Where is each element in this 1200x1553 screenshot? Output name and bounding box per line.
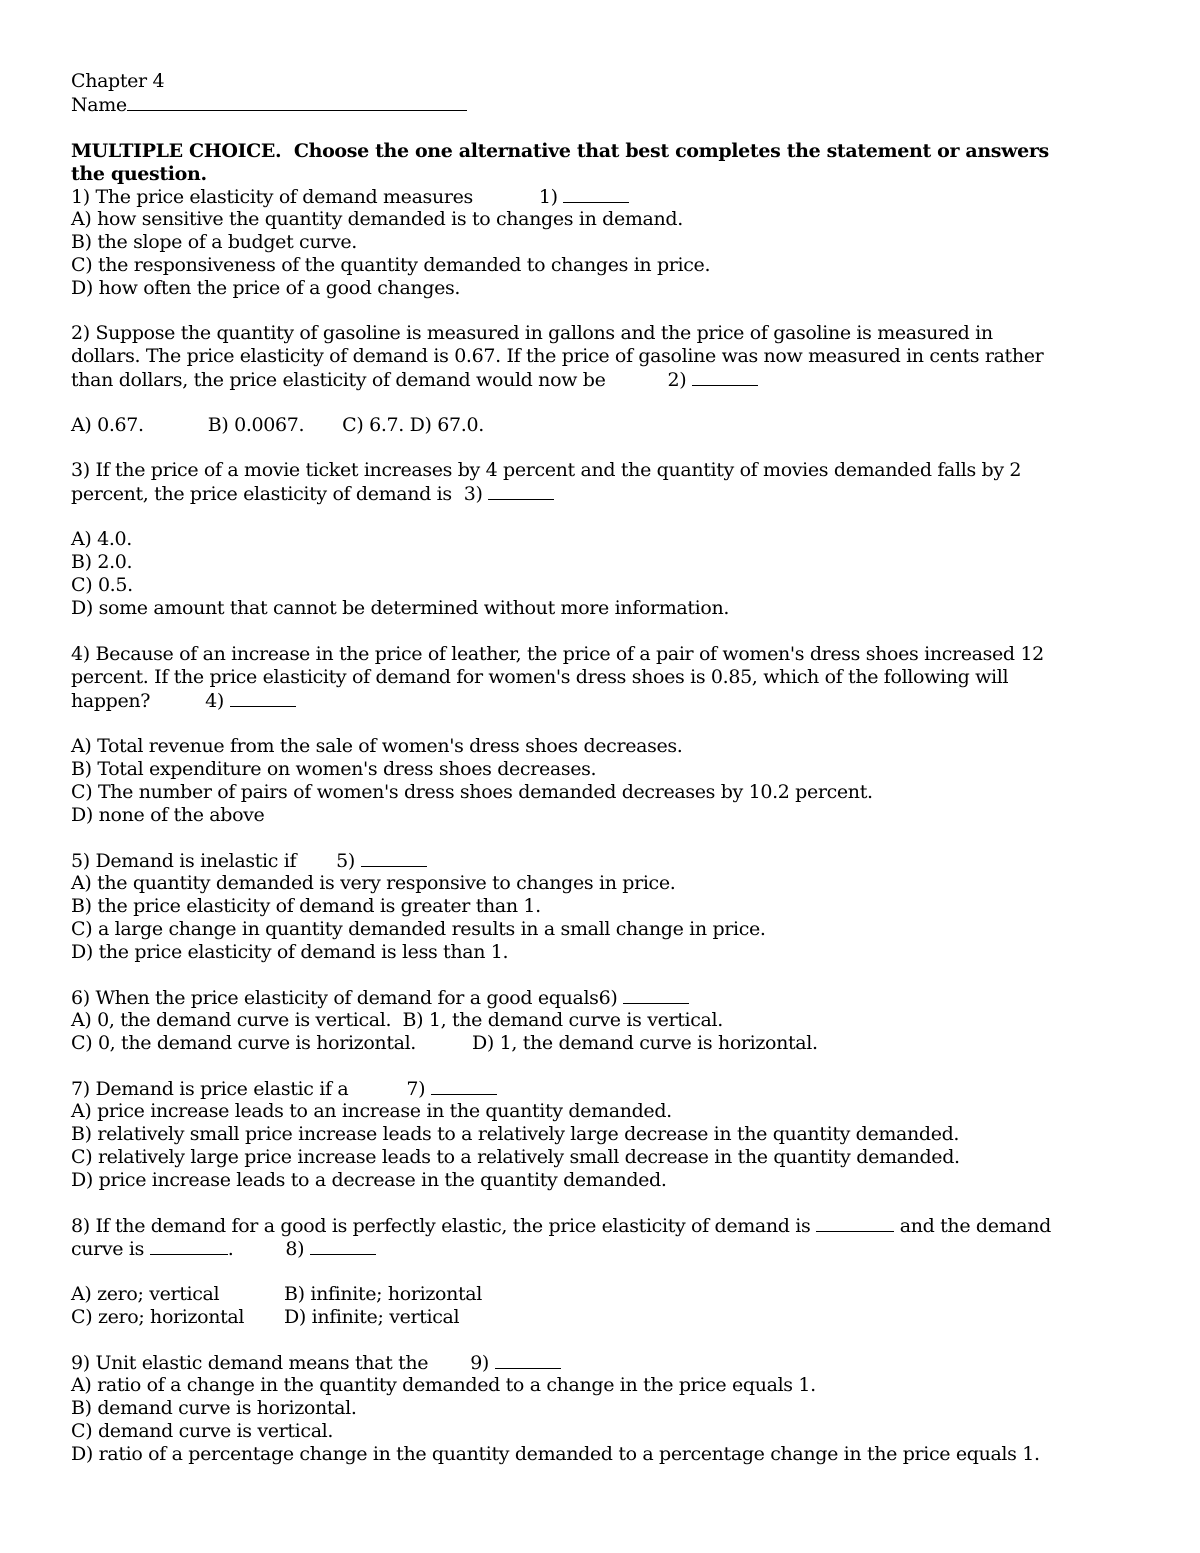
- q3-option-a: A) 4.0.: [71, 528, 132, 550]
- question-9-stem: [71, 1351, 561, 1375]
- q7-option-c: C) relatively large price increase leads to a relatively small decrease in the quantity demanded.: [71, 1146, 960, 1168]
- q4-option-c: C) The number of pairs of women's dress shoes demanded decreases by 10.2 percent.: [71, 781, 873, 803]
- answer-blank-9[interactable]: [495, 1351, 561, 1369]
- q1-option-b: B) the slope of a budget curve.: [71, 231, 357, 253]
- q2-options: [71, 414, 484, 437]
- question-8-line-2: [71, 1237, 376, 1261]
- q2-option-c: C) 6.7.: [342, 414, 404, 436]
- answer-ref-5: 5): [336, 850, 355, 872]
- q2-option-d: D) 67.0.: [409, 414, 484, 436]
- question-3-text: percent, the price elasticity of demand is: [71, 483, 452, 505]
- q6-options-row-2: [71, 1032, 818, 1055]
- question-5-text: 5) Demand is inelastic if: [71, 850, 297, 872]
- question-8-period: .: [227, 1238, 234, 1260]
- q4-option-b: B) Total expenditure on women's dress shoes decreases.: [71, 758, 597, 780]
- answer-blank-8[interactable]: [310, 1237, 376, 1255]
- answer-ref-7: 7): [406, 1078, 426, 1100]
- q7-option-a: A) price increase leads to an increase in the quantity demanded.: [71, 1100, 672, 1122]
- q5-option-c: C) a large change in quantity demanded results in a small change in price.: [71, 918, 766, 940]
- q6-option-b: B) 1, the demand curve is vertical.: [402, 1009, 723, 1031]
- question-3-line-2: [71, 482, 554, 506]
- answer-blank-4[interactable]: [230, 689, 296, 707]
- q5-option-a: A) the quantity demanded is very responsive to changes in price.: [71, 872, 676, 894]
- q8-blank-elasticity[interactable]: [816, 1214, 894, 1232]
- q7-option-b: B) relatively small price increase leads to a relatively large decrease in the quantity demanded.: [71, 1123, 960, 1145]
- question-1-stem: [71, 185, 629, 209]
- question-9-text: 9) Unit elastic demand means that the: [71, 1352, 429, 1374]
- q7-option-d: D) price increase leads to a decrease in the quantity demanded.: [71, 1169, 667, 1191]
- question-3-line-1: 3) If the price of a movie ticket increases by 4 percent and the quantity of movies demanded falls by 2: [71, 459, 1022, 481]
- answer-ref-8: 8): [285, 1238, 305, 1260]
- question-6-stem: [71, 986, 689, 1010]
- q8-option-c: C) zero; horizontal: [71, 1306, 245, 1328]
- question-2-line-3: [71, 368, 758, 392]
- answer-blank-2[interactable]: [692, 368, 758, 386]
- name-blank[interactable]: [127, 93, 467, 111]
- name-line: [71, 93, 467, 117]
- question-4-line-1: 4) Because of an increase in the price of leather, the price of a pair of women's dress shoes increased 12: [71, 643, 1044, 665]
- answer-blank-6[interactable]: [623, 986, 689, 1004]
- answer-ref-6: 6): [598, 987, 618, 1009]
- answer-blank-3[interactable]: [488, 482, 554, 500]
- question-4-line-2: percent. If the price elasticity of demand for women's dress shoes is 0.85, which of the following will: [71, 666, 1009, 688]
- question-8-line-1: [71, 1214, 1051, 1238]
- answer-blank-1[interactable]: [563, 185, 629, 203]
- answer-ref-2: 2): [667, 369, 687, 391]
- chapter-text: Chapter 4: [71, 70, 165, 92]
- question-5-stem: [71, 849, 427, 873]
- q2-option-b: B) 0.0067.: [207, 414, 305, 436]
- instructions-line-2: the question.: [71, 163, 207, 185]
- q9-option-d: D) ratio of a percentage change in the quantity demanded to a percentage change in the price equals 1.: [71, 1443, 1040, 1465]
- question-8-text: 8) If the demand for a good is perfectly elastic, the price elasticity of demand is: [71, 1215, 811, 1237]
- q6-options-row-1: [71, 1009, 723, 1032]
- question-1-text: 1) The price elasticity of demand measures: [71, 186, 473, 208]
- question-2-line-2: dollars. The price elasticity of demand is 0.67. If the price of gasoline was now measured in cents rather: [71, 345, 1044, 367]
- question-4-line-3: [71, 689, 296, 713]
- question-8-text-end: and the demand: [899, 1215, 1051, 1237]
- answer-blank-5[interactable]: [361, 849, 427, 867]
- answer-ref-4: 4): [205, 690, 224, 712]
- q5-option-b: B) the price elasticity of demand is greater than 1.: [71, 895, 541, 917]
- q8-option-b: B) infinite; horizontal: [284, 1283, 482, 1305]
- q6-option-a: A) 0, the demand curve is vertical.: [71, 1009, 392, 1031]
- q8-options-row-2: [71, 1306, 459, 1329]
- q1-option-a: A) how sensitive the quantity demanded is to changes in demand.: [71, 208, 683, 230]
- question-7-text: 7) Demand is price elastic if a: [71, 1078, 349, 1100]
- q9-option-a: A) ratio of a change in the quantity demanded to a change in the price equals 1.: [71, 1374, 816, 1396]
- answer-ref-1: 1): [538, 186, 558, 208]
- q5-option-d: D) the price elasticity of demand is less than 1.: [71, 941, 509, 963]
- q8-blank-curve[interactable]: [150, 1237, 228, 1255]
- chapter-heading: [71, 70, 164, 93]
- answer-ref-9: 9): [470, 1352, 489, 1374]
- q3-option-c: C) 0.5.: [71, 574, 133, 596]
- q1-option-c: C) the responsiveness of the quantity demanded to changes in price.: [71, 254, 711, 276]
- instructions-line-1: MULTIPLE CHOICE. Choose the one alternative that best completes the statement or answers: [71, 140, 1049, 162]
- q2-option-a: A) 0.67.: [71, 414, 144, 436]
- q6-option-d: D) 1, the demand curve is horizontal.: [472, 1032, 818, 1054]
- q3-option-b: B) 2.0.: [71, 551, 133, 573]
- question-2-text: than dollars, the price elasticity of demand would now be: [71, 369, 606, 391]
- q9-option-c: C) demand curve is vertical.: [71, 1420, 334, 1442]
- question-8-text-2: curve is: [71, 1238, 145, 1260]
- question-7-stem: [71, 1077, 497, 1101]
- q3-option-d: D) some amount that cannot be determined without more information.: [71, 597, 730, 619]
- name-label: Name: [71, 94, 127, 116]
- q4-option-a: A) Total revenue from the sale of women's dress shoes decreases.: [71, 735, 683, 757]
- answer-ref-3: 3): [463, 483, 483, 505]
- q8-options-row-1: [71, 1283, 482, 1306]
- question-2-line-1: 2) Suppose the quantity of gasoline is measured in gallons and the price of gasoline is measured in: [71, 322, 993, 344]
- q6-option-c: C) 0, the demand curve is horizontal.: [71, 1032, 416, 1054]
- question-6-text: 6) When the price elasticity of demand for a good equals: [71, 987, 599, 1009]
- q8-option-d: D) infinite; vertical: [284, 1306, 460, 1328]
- q8-option-a: A) zero; vertical: [71, 1283, 220, 1305]
- q4-option-d: D) none of the above: [71, 804, 265, 826]
- answer-blank-7[interactable]: [431, 1077, 497, 1095]
- q9-option-b: B) demand curve is horizontal.: [71, 1397, 357, 1419]
- q1-option-d: D) how often the price of a good changes.: [71, 277, 461, 299]
- question-4-text: happen?: [71, 690, 151, 712]
